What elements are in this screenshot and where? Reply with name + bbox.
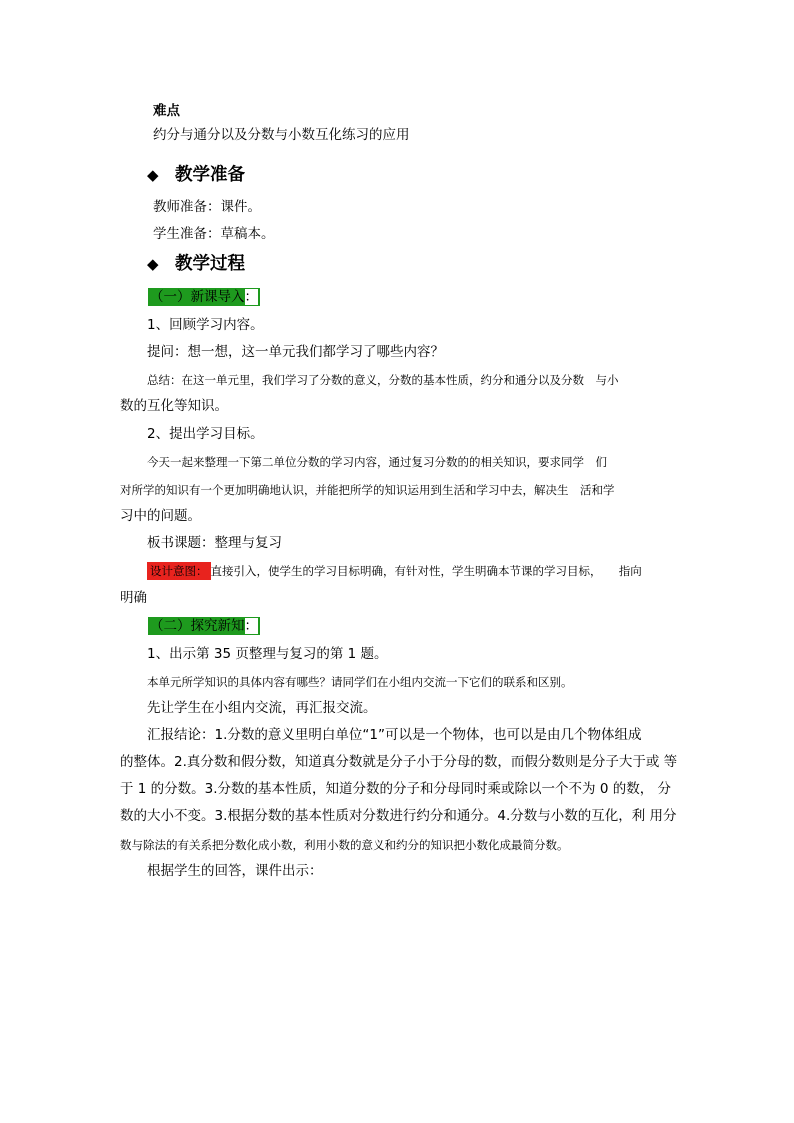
goal-line-3: 习中的问题。 [120,508,201,524]
goal-line-2: 对所学的知识有一个更加明确地认识，并能把所学的知识运用到生活和学习中去，解决生 活和学 [120,483,615,497]
explore-ask: 本单元所学知识的具体内容有哪些？请同学们在小组内交流一下它们的联系和区别。 [147,675,573,689]
conclusion-line-3: 于 1 的分数。3.分数的基本性质，知道分数的分子和分母同时乘或除以一个不为 0 的数， 分 [120,781,672,797]
goal-line-1: 今天一起来整理一下第二单位分数的学习内容，通过复习分数的的相关知识，要求同学 们 [147,455,607,469]
intro-item-1: 1、回顾学习内容。 [147,317,264,333]
section-label-explore [148,617,260,635]
prep-heading-text: 教学准备 [175,165,245,185]
process-heading [147,252,245,276]
explore-exchange: 先让学生在小组内交流，再汇报交流。 [147,700,377,716]
prep-heading [147,163,245,187]
teacher-prep: 教师准备：课件。 [153,199,261,215]
courseware-intro: 根据学生的回答，课件出示： [147,863,323,879]
design-intent-label: 设计意图： [147,562,211,580]
diamond-icon: ◆ [147,166,159,184]
intro-summary-line-1: 总结：在这一单元里，我们学习了分数的意义，分数的基本性质，约分和通分以及分数 与小 [147,373,619,387]
design-intent-line-2: 明确 [120,590,147,606]
difficulty-text: 约分与通分以及分数与小数互化练习的应用 [153,127,410,143]
board-title: 板书课题：整理与复习 [147,535,282,551]
conclusion-line-2: 的整体。2.真分数和假分数，知道真分数就是分子小于分母的数，而假分数则是分子大于或 等 [120,754,678,770]
section-label-text: （一）新课导入 [150,289,245,305]
intro-summary-line-2: 数的互化等知识。 [120,398,228,414]
diamond-icon: ◆ [147,255,159,273]
difficulty-title: 难点 [153,103,180,119]
design-intent-line-1 [147,561,642,581]
explore-item-1: 1、出示第 35 页整理与复习的第 1 题。 [147,646,388,662]
student-prep: 学生准备：草稿本。 [153,226,275,242]
conclusion-line-1: 汇报结论：1.分数的意义里明白单位“1”可以是一个物体，也可以是由几个物体组成 [147,727,642,743]
section-label-colon: ： [244,618,258,634]
section-label-colon: ： [244,289,258,305]
process-heading-text: 教学过程 [175,254,245,274]
section-label-text: （二）探究新知 [150,618,245,634]
intro-item-2: 2、提出学习目标。 [147,426,264,442]
conclusion-line-5: 数与除法的有关系把分数化成小数，利用小数的意义和约分的知识把小数化成最简分数。 [120,838,569,852]
conclusion-line-4: 数的大小不变。3.根据分数的基本性质对分数进行约分和通分。4.分数与小数的互化，利 用分 [120,808,677,824]
section-label-intro [148,288,260,306]
intro-question: 提问：想一想，这一单元我们都学习了哪些内容？ [147,344,444,360]
design-intent-text: 直接引入，使学生的学习目标明确，有针对性，学生明确本节课的学习目标， 指向 [210,564,642,578]
